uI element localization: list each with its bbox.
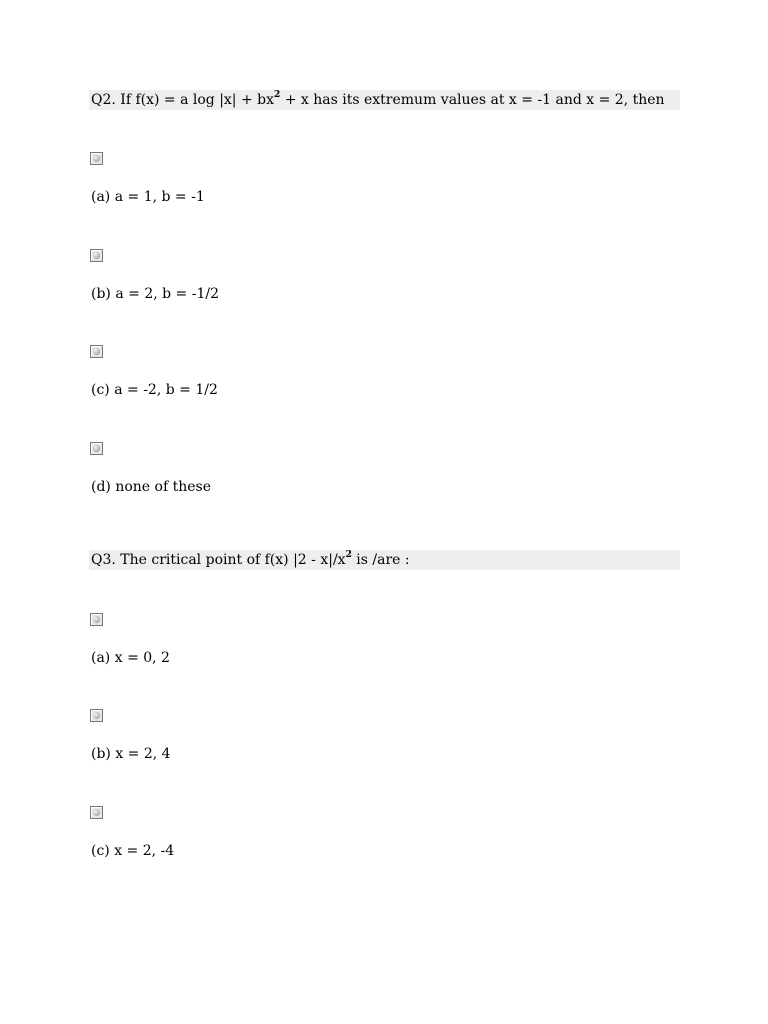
q3-option-a-radio[interactable] [90, 613, 103, 626]
question-2-text [91, 90, 665, 110]
question-3-superscript: 2 [345, 550, 352, 561]
q3-option-b-label: (b) x = 2, 4 [91, 746, 171, 762]
q3-option-b-radio[interactable] [90, 709, 103, 722]
q2-option-a-label: (a) a = 1, b = -1 [91, 189, 205, 205]
q2-option-c-label: (c) a = -2, b = 1/2 [91, 382, 218, 398]
question-3-text [91, 550, 410, 570]
q3-option-c-label: (c) x = 2, -4 [91, 843, 175, 859]
question-2-text-part2: + x has its extremum values at x = -1 and x = 2, then [280, 92, 665, 108]
question-2-superscript: 2 [274, 90, 281, 101]
q2-option-d-radio[interactable] [90, 442, 103, 455]
question-3-text-part1: Q3. The critical point of f(x) |2 - x|/x [91, 552, 346, 568]
question-2-text-part1: Q2. If f(x) = a log |x| + bx [91, 92, 275, 108]
q2-option-b-radio[interactable] [90, 249, 103, 262]
q3-option-c-radio[interactable] [90, 806, 103, 819]
q2-option-a-radio[interactable] [90, 152, 103, 165]
q3-option-a-label: (a) x = 0, 2 [91, 650, 170, 666]
q2-option-b-label: (b) a = 2, b = -1/2 [91, 286, 219, 302]
q2-option-d-label: (d) none of these [91, 479, 211, 495]
question-3-text-part2: is /are : [351, 552, 410, 568]
q2-option-c-radio[interactable] [90, 345, 103, 358]
